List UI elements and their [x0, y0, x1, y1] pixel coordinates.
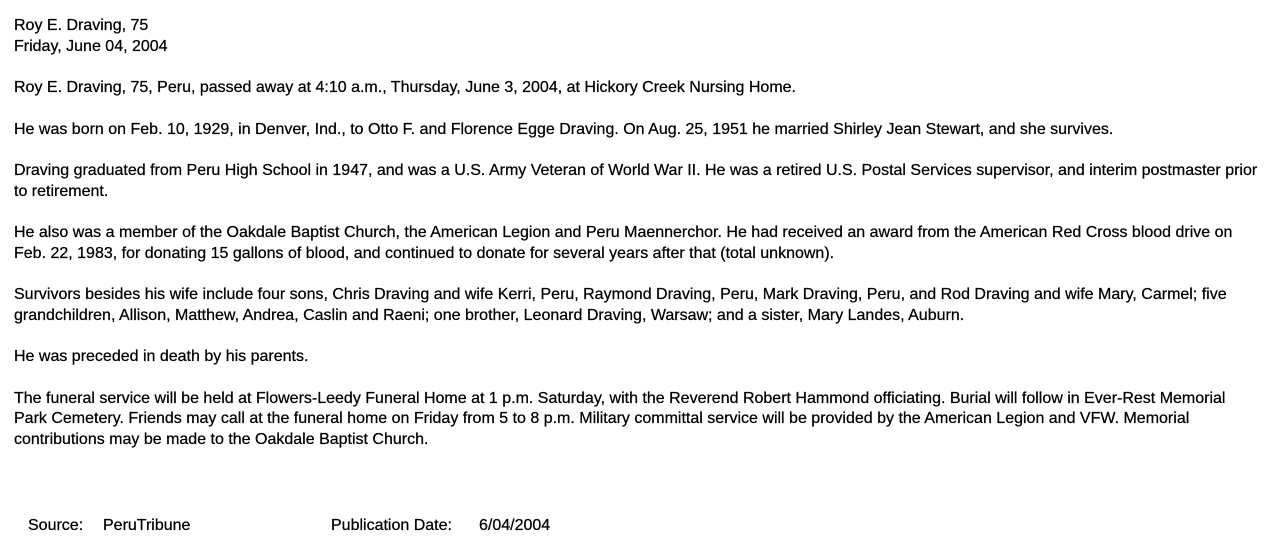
paragraph-birth-marriage: He was born on Feb. 10, 1929, in Denver, Ind., to Otto F. and Florence Egge Draving. On Aug. 25, 1951 he married Shirley Jean Stewart, and she survives.: [14, 120, 1114, 138]
paragraph-career: Draving graduated from Peru High School in 1947, and was a U.S. Army Veteran of World War II. He was a retired U.S. Postal Services supervisor, and interim postmaster prior to retirement.: [14, 162, 1258, 200]
paragraph-death-notice: Roy E. Draving, 75, Peru, passed away at 4:10 a.m., Thursday, June 3, 2004, at Hickory Creek Nursing Home.: [14, 79, 796, 96]
paragraph-memberships: He also was a member of the Oakdale Baptist Church, the American Legion and Peru Maennerchor. He had received an award from the American Red Cross blood drive on Feb. 22, 1983, for donating 15 gallons of blood, and continued to donate for several years after that (total unknown).: [14, 224, 1233, 262]
source-label: Source:: [28, 517, 84, 534]
source-value: PeruTribune: [103, 517, 191, 534]
obituary-date: Friday, June 04, 2004: [14, 37, 168, 55]
obituary-title: Roy E. Draving, 75: [14, 17, 149, 34]
publication-date-value: 6/04/2004: [479, 517, 551, 534]
paragraph-funeral: The funeral service will be held at Flowers-Leedy Funeral Home at 1 p.m. Saturday, with the Reverend Robert Hammond officiating. Burial will follow in Ever-Rest Memorial Park Cemetery. Friends may call at the funeral home on Friday from 5 to 8 p.m. Military committal service will be provided by the American Legion and VFW. Memorial contributions may be made to the Oakdale Baptist Church.: [14, 389, 1226, 448]
paragraph-survivors: Survivors besides his wife include four sons, Chris Draving and wife Kerri, Peru, Raymond Draving, Peru, Mark Draving, Peru, and Rod Draving and wife Mary, Carmel; five grandchildren, Allison, Matthew, Andrea, Caslin and Raeni; one brother, Leonard Draving, Warsaw; and a sister, Mary Landes, Auburn.: [14, 286, 1227, 324]
paragraph-preceded: He was preceded in death by his parents.: [14, 348, 309, 365]
obituary-document: [14, 16, 1259, 450]
publication-date-label: Publication Date:: [331, 517, 452, 534]
